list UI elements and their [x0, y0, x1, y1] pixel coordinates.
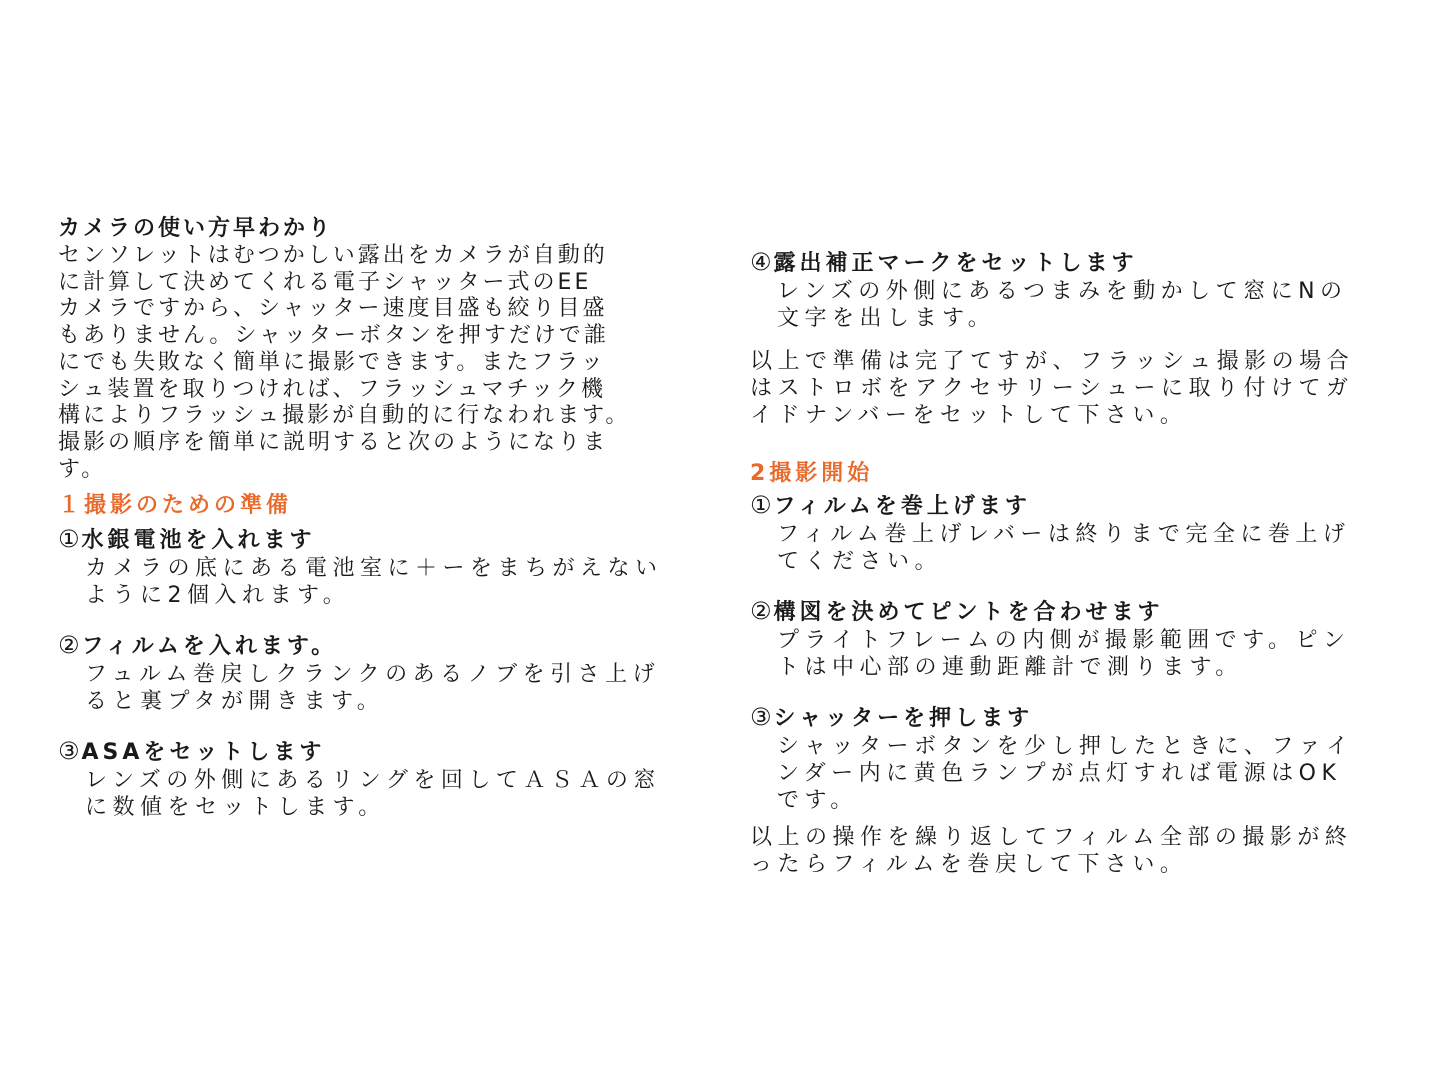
step-heading — [58, 631, 684, 661]
step-body: フュルム巻戻しクランクのあるノブを引さ上げ ると裏プタが開きます。 — [85, 662, 661, 715]
step-heading — [58, 525, 684, 555]
step-title: フィルムを入れます。 — [81, 634, 338, 660]
step-heading — [750, 703, 1380, 733]
section-title-shooting: 2撮影開始 — [750, 461, 874, 486]
step-title: 構図を決めてピントを合わせます — [773, 600, 1164, 625]
step-number: ④ — [750, 248, 772, 276]
step-heading — [750, 491, 1380, 521]
rewind-note-paragraph: 以上の操作を繰り返してフィルム全部の撮影が終 ったらフィルムを巻戻して下さい。 — [750, 825, 1353, 877]
page-title: カメラの使い方早わかり — [58, 216, 334, 241]
intro-paragraph: センソレットはむつかしい露出をカメラが自動的 に計算して決めてくれる電子シャッター式のEE カメラですから、シャッター速度目盛も絞り目盛 もありません。シャッターボタンを押すだけで誰 にでも失敗なく簡単に撮影できます。またフラッ シュ装置を取りつければ、フラッシュマチック機 構によりフラッシュ撮影が自動的に行なわれます。 撮影の順序を簡単に説明すると次のようになりま す。 — [58, 243, 631, 482]
step-body: プライトフレームの内側が撮影範囲です。ピン トは中心部の連動距離計で測ります。 — [777, 628, 1351, 680]
step-advance-film — [750, 491, 1380, 575]
step-number: ① — [58, 525, 80, 554]
step-compose-focus — [750, 597, 1380, 681]
step-number: ③ — [58, 737, 80, 766]
section-title-preparation: １撮影のための準備 — [58, 493, 293, 519]
step-title: フィルムを巻上げます — [773, 494, 1031, 519]
left-column — [58, 214, 684, 821]
step-exposure-mark — [750, 248, 1380, 332]
step-body: レンズの外側にあるリングを回してＡＳＡの窓 に数値をセットします。 — [85, 768, 661, 821]
step-number: ② — [750, 597, 772, 625]
step-insert-battery — [58, 525, 684, 609]
step-heading — [750, 597, 1380, 627]
step-title: シャッターを押します — [773, 706, 1034, 731]
step-title: ASAをセットします — [81, 740, 326, 766]
step-number: ② — [58, 631, 80, 660]
step-load-film — [58, 631, 684, 715]
step-set-asa — [58, 737, 684, 821]
right-column — [750, 248, 1380, 878]
step-body: フィルム巻上げレバーは終りまで完全に巻上げ てください。 — [777, 522, 1351, 574]
step-heading — [58, 737, 684, 767]
step-title: 露出補正マークをセットします — [773, 251, 1138, 276]
step-number: ① — [750, 491, 772, 519]
step-body: カメラの底にある電池室に＋ーをまちがえない ように2個入れます。 — [85, 556, 663, 609]
step-body: シャッターボタンを少し押したときに、ファイ ンダー内に黄色ランプが点灯すれば電源はOK です。 — [777, 734, 1354, 813]
step-title: 水銀電池を入れます — [81, 528, 316, 554]
step-number: ③ — [750, 703, 772, 731]
step-heading — [750, 248, 1380, 278]
step-press-shutter — [750, 703, 1380, 814]
step-body: レンズの外側にあるつまみを動かして窓にNの 文字を出します。 — [777, 279, 1348, 331]
flash-note-paragraph: 以上で準備は完了てすが、フラッシュ撮影の場合 はストロボをアクセサリーシューに取り付けてガ イドナンバーをセットして下さい。 — [750, 349, 1355, 428]
